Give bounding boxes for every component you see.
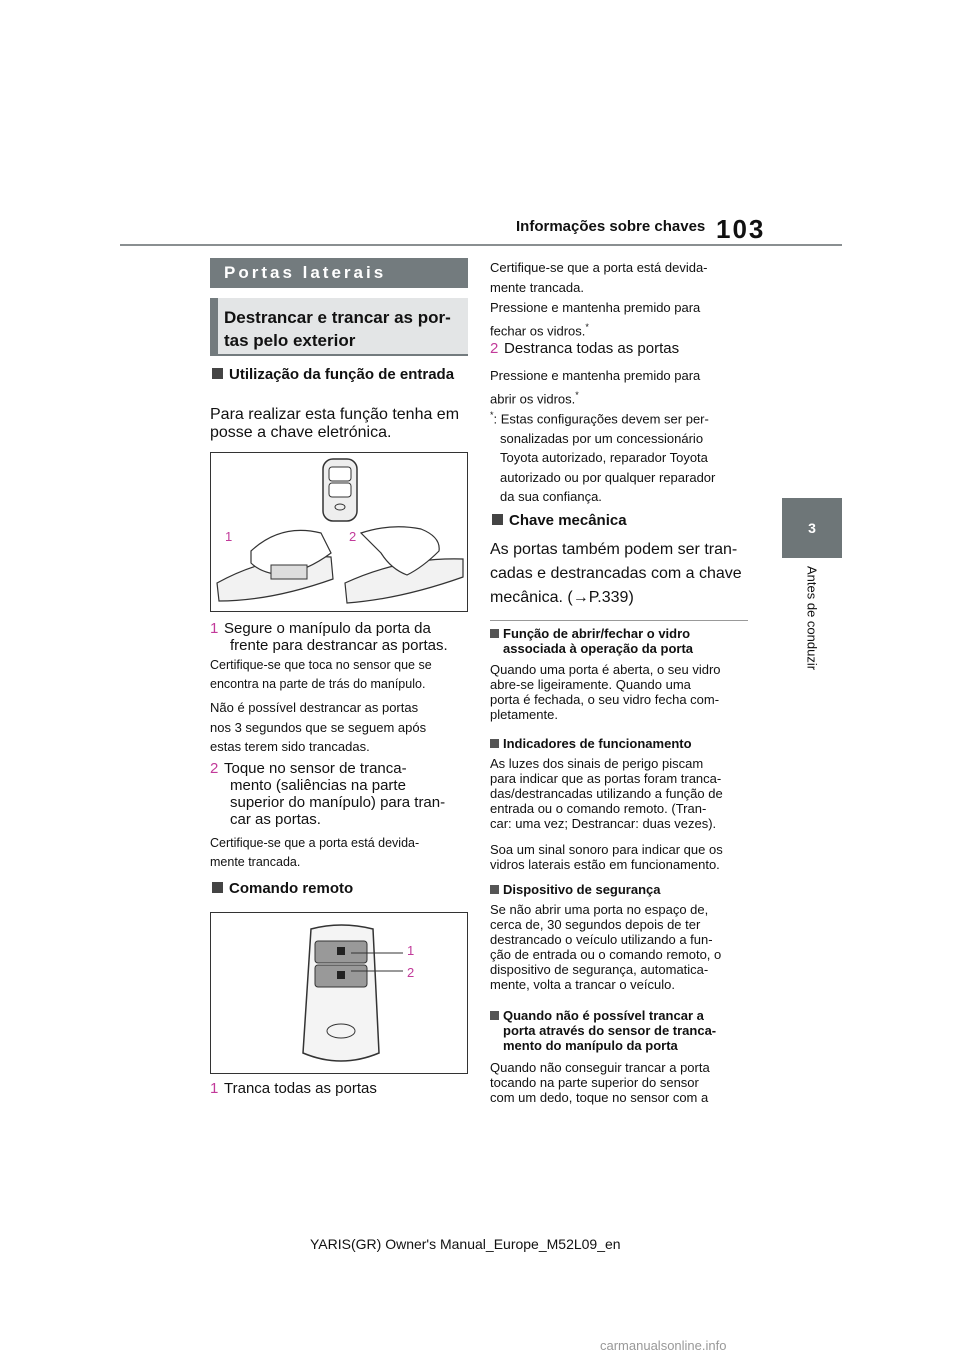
step-text: mento (saliências na parte [230,777,406,794]
text-line: Toyota autorizado, reparador Toyota [500,450,708,466]
step-1 [210,620,448,654]
step-number: 2 [490,340,499,357]
text-line: abre-se ligeiramente. Quando uma [490,677,691,692]
text-line: cerca de, 30 segundos depois de ter [490,917,701,932]
text-line: Para realizar esta função tenha em [210,406,460,423]
step-lock-all [210,1080,377,1097]
watermark: carmanualsonline.info [600,1338,727,1353]
heading-text: Função de abrir/fechar o vidro [503,626,691,641]
section-title: Portas laterais [210,258,468,288]
heading-text: Indicadores de funcionamento [503,736,692,751]
text-line: com um dedo, toque no sensor com a [490,1090,709,1105]
text-line: abrir os vidros. [490,390,576,406]
heading-text: associada à operação da porta [503,641,694,656]
text-line: Pressione e mantenha premido para [490,368,701,383]
info-heading-indicators [490,736,692,751]
right-note-locked [490,258,708,297]
bullet-square-icon [212,882,223,893]
right-note-open-windows [490,366,700,408]
heading-text: mento do manípulo da porta [503,1038,678,1053]
text-line: mente trancada. [210,855,301,869]
text-line: vidros laterais estão em funcionamento. [490,857,720,872]
step-number: 1 [210,1080,219,1097]
step-text: Toque no sensor de tranca- [224,760,407,777]
step-text: Segure o manípulo da porta da [224,620,431,637]
text-line: mente, volta a trancar o veículo. [490,977,675,992]
callout-1: 1 [225,529,233,544]
text-line: ção de entrada ou o comando remoto, o [490,947,722,962]
divider [490,620,748,621]
text-line: car: uma vez; Destrancar: duas vezes). [490,816,717,831]
bullet-square-icon [490,629,499,638]
bullet-square-icon [492,514,503,525]
text-line: : Estas configurações devem ser per- [493,411,709,427]
text-line: dispositivo de segurança, automatica- [490,962,709,977]
text-line: porta é fechada, o seu vidro fecha com- [490,692,720,707]
text-line: Pressione e mantenha premido para [490,300,701,315]
paragraph-mechanical-key [490,538,742,610]
info-heading-cannot-lock [490,1008,716,1053]
info-text-buzzer [490,842,723,872]
text-line: estas terem sido trancadas. [210,739,370,754]
step-2 [210,760,445,828]
text-line: mente trancada. [490,279,584,295]
subsection-title-line1: Destrancar e trancar as por- [224,308,451,327]
right-note-close-windows [490,298,700,340]
step-number: 2 [210,760,219,777]
step-unlock-all [490,340,679,357]
text-line: cadas e destrancadas com a chave [490,565,742,582]
footnote-marker: * [490,410,494,420]
info-heading-security [490,882,661,897]
text-line: das/destrancadas utilizando a função de [490,786,723,801]
heading-mechanical-key [492,512,627,529]
footer-text: YARIS(GR) Owner's Manual_Europe_M52L09_en [310,1236,621,1252]
bullet-square-icon [212,368,223,379]
heading-text: Dispositivo de segurança [503,882,661,897]
info-text-window [490,662,721,722]
text-line: sonalizadas por um concessionário [500,430,704,446]
bullet-square-icon [490,739,499,748]
chapter-label-text: Antes de conduzir [804,566,820,671]
heading-entry-function [212,366,454,383]
text-line: autorizado ou por qualquer reparador [500,469,716,485]
text-line: tocando na parte superior do sensor [490,1075,699,1090]
info-heading-window [490,626,693,656]
footnote [490,406,715,507]
text-line: Certifique-se que toca no sensor que se [210,658,432,672]
text-line: Se não abrir uma porta no espaço de, [490,902,709,917]
info-text-cannot-lock [490,1060,710,1105]
bullet-square-icon [490,1011,499,1020]
text-line: Certifique-se que a porta está devida- [210,836,420,850]
figure-remote [210,912,468,1074]
heading-text: Comando remoto [229,880,354,897]
note-sensor [210,656,432,694]
text-line: entrada ou o comando remoto. (Tran- [490,801,707,816]
text-line: As luzes dos sinais de perigo piscam [490,756,704,771]
callout-2: 2 [349,529,357,544]
subsection-title-line2: tas pelo exterior [224,331,356,350]
text-line: pletamente. [490,707,558,722]
text-line: Quando uma porta é aberta, o seu vidro [490,662,721,677]
footnote-marker: * [575,389,579,400]
page-number: 103 [716,214,766,244]
step-text: Tranca todas as portas [224,1080,377,1097]
heading-text: Chave mecânica [509,512,627,529]
heading-text: Utilização da função de entrada [229,366,455,383]
heading-text: porta através do sensor de tranca- [503,1023,717,1038]
text-line: da sua confiança. [500,489,602,505]
paragraph-entry [210,406,459,442]
note-3-seconds [210,698,426,757]
note-locked [210,834,419,872]
text-line: Quando não conseguir trancar a porta [490,1060,710,1075]
info-text-indicators [490,756,723,831]
text-line: para indicar que as portas foram tranca- [490,771,722,786]
text-line: Soa um sinal sonoro para indicar que os [490,842,723,857]
text-line: As portas também podem ser tran- [490,541,738,558]
info-text-security [490,902,721,992]
step-text: Destranca todas as portas [504,340,680,357]
step-text: car as portas. [230,811,321,828]
callout-2: 2 [407,965,415,980]
running-header-title: Informações sobre chaves [516,218,706,235]
step-text: frente para destrancar as portas. [230,637,448,654]
text-line: posse a chave eletrónica. [210,424,392,441]
text-line: fechar os vidros. [490,322,586,338]
chapter-label [802,566,822,726]
header-rule [120,244,842,246]
text-line: nos 3 segundos que se seguem após [210,719,427,735]
heading-text: Quando não é possível trancar a [503,1008,704,1023]
text-line: destrancado o veículo utilizando a fun- [490,932,713,947]
heading-remote [212,880,353,897]
figure-door-handle [210,452,468,612]
chapter-tab: 3 [782,498,842,558]
text-line: encontra na parte de trás do manípulo. [210,677,426,691]
callout-1: 1 [407,943,415,958]
remote-key-illustration [211,913,467,1073]
door-handle-illustration [211,453,467,611]
subsection-title [210,298,468,356]
step-text: superior do manípulo) para tran- [230,794,446,811]
footnote-marker: * [585,321,589,332]
page-reference-link[interactable]: mecânica. (→P.339) [490,589,634,606]
step-number: 1 [210,620,219,637]
text-line: Não é possível destrancar as portas [210,700,419,715]
bullet-square-icon [490,885,499,894]
text-line: Certifique-se que a porta está devida- [490,260,708,275]
